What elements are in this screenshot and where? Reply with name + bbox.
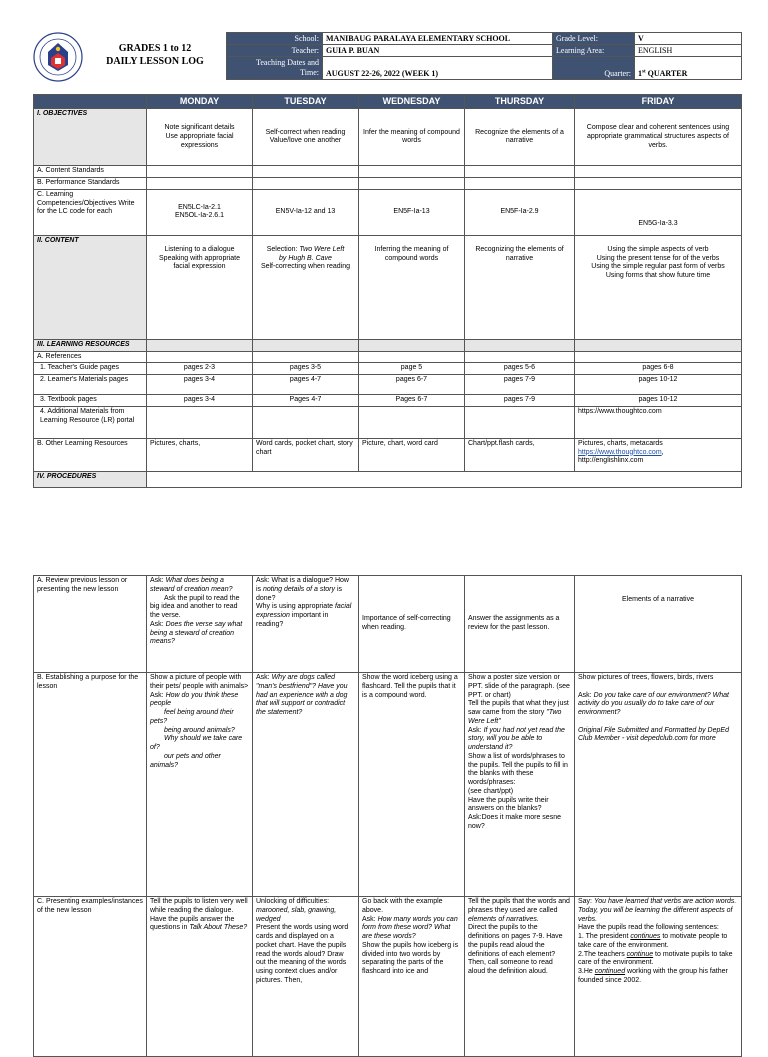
teachers-guide-thu: pages 5-6 <box>465 363 575 375</box>
day-tuesday: TUESDAY <box>253 95 359 109</box>
procedures-table <box>33 575 742 1057</box>
objectives-tue: Self-correct when reading Value/love one another <box>253 109 359 166</box>
presenting-row <box>34 897 742 1057</box>
performance-standards-row <box>34 178 742 190</box>
purpose-mon-q2: feel being around their pets? <box>150 709 234 725</box>
day-wednesday: WEDNESDAY <box>359 95 465 109</box>
dates-label-line2: Time: <box>300 68 319 77</box>
quarter-text: QUARTER <box>645 69 688 78</box>
purpose-tue-q: Why are dogs called "man's bestfriend"? Have you had an experience with a dog that will support or contradict the statement? <box>256 674 348 716</box>
content-tue-author: by Hugh B. Cave <box>279 254 332 262</box>
presenting-thu <box>465 897 575 1057</box>
review-mon-ask1: Ask: <box>150 577 166 584</box>
review-mon <box>147 576 253 673</box>
competencies-fri: EN5G-Ia-3.3 <box>575 189 742 235</box>
presenting-fri-s3 <box>578 968 738 986</box>
presenting-fri-say: Say: <box>578 898 594 905</box>
purpose-mon-q4: Why should we take care of? <box>150 735 243 751</box>
textbook-fri: pages 10-12 <box>575 395 742 407</box>
content-label: II. CONTENT <box>34 235 147 339</box>
purpose-fri-credit: Original File Submitted and Formatted by DepEd Club Member - visit depedclub.com for more <box>578 726 729 743</box>
review-mon-q1: What does being a steward of creation mean? <box>150 577 233 593</box>
presenting-wed-ask: Ask: <box>362 915 378 923</box>
lesson-plan-table <box>33 94 742 488</box>
s1-a: 1. The president <box>578 933 631 940</box>
s1-b: to motivate people to take care of the environment. <box>578 933 728 949</box>
purpose-thu-ask: Ask: <box>468 726 484 734</box>
learners-materials-tue: pages 4-7 <box>253 375 359 395</box>
day-thursday: THURSDAY <box>465 95 575 109</box>
review-tue <box>253 576 359 673</box>
dates-label <box>227 57 323 80</box>
content-tue-title: Two Were Left <box>299 245 345 253</box>
other-resources-mon: Pictures, charts, <box>147 438 253 471</box>
review-tue-q2: facial expression <box>256 603 352 619</box>
englishlinx-link: http://englishlinx.com <box>578 457 644 465</box>
procedures-row <box>34 471 742 487</box>
objectives-mon: Note significant details Use appropriate facial expressions <box>147 109 253 166</box>
review-row <box>34 576 742 673</box>
purpose-tue <box>253 673 359 897</box>
other-resources-fri-line1: Pictures, charts, metacards <box>578 439 663 447</box>
competencies-row <box>34 189 742 235</box>
teachers-guide-row <box>34 363 742 375</box>
teachers-guide-mon: pages 2-3 <box>147 363 253 375</box>
learners-materials-wed: pages 6-7 <box>359 375 465 395</box>
learners-materials-thu: pages 7-9 <box>465 375 575 395</box>
purpose-thu-6: Ask:Does it make more sesne now? <box>468 814 561 830</box>
other-resources-wed: Picture, chart, word card <box>359 438 465 471</box>
purpose-mon <box>147 673 253 897</box>
log-title <box>85 42 225 68</box>
textbook-row <box>34 395 742 407</box>
purpose-mon-q3: being around animals? <box>164 726 235 734</box>
purpose-mon-q1: How do you think these people <box>150 691 239 708</box>
references-row <box>34 351 742 363</box>
other-resources-tue: Word cards, pocket chart, story chart <box>253 438 359 471</box>
learners-materials-label: 2. Learner's Materials pages <box>34 375 147 395</box>
competencies-wed: EN5F-Ia-13 <box>359 189 465 235</box>
review-mon-mid: Ask the pupil to read the big idea and another to read the verse. <box>150 594 240 619</box>
review-mon-ask2: Ask: <box>150 620 166 628</box>
purpose-thu-5: Have the pupils write their answers on the blanks? <box>468 796 549 813</box>
presenting-thu-2: Direct the pupils to the definitions on pages 7-9. Have the pupils read aloud the definitions of each element? Then, call someone to read aloud the definition aloud. <box>468 924 563 975</box>
purpose-mon-1: Show a picture of people with their pets/ people with animals> <box>150 674 249 690</box>
teachers-guide-tue: pages 3-5 <box>253 363 359 375</box>
quarter-sup: st <box>642 69 646 75</box>
objectives-fri: Compose clear and coherent sentences using appropriate grammatical structures aspects of verbs. <box>575 109 742 166</box>
review-mon-q2: Does the verse say what being a steward of creation means? <box>150 620 243 646</box>
content-fri: Using the simple aspects of verb Using the present tense for of the verbs Using the simple regular past form of verbs Using forms that show future time <box>575 235 742 339</box>
day-header-blank <box>34 95 147 109</box>
presenting-fri-2: Have the pupils read the following sentences: <box>578 924 719 932</box>
teachers-guide-label: 1. Teacher's Guide pages <box>34 363 147 375</box>
resources-label: III. LEARNING RESOURCES <box>34 339 147 351</box>
presenting-mon <box>147 897 253 1057</box>
content-row <box>34 235 742 339</box>
day-monday: MONDAY <box>147 95 253 109</box>
purpose-row <box>34 673 742 897</box>
presenting-fri-s1 <box>578 933 738 951</box>
presenting-fri-s2 <box>578 951 738 969</box>
content-mon: Listening to a dialogue Speaking with appropriate facial expression <box>147 235 253 339</box>
purpose-thu-story: "Two Were Left" <box>468 709 562 725</box>
day-friday: FRIDAY <box>575 95 742 109</box>
competencies-thu: EN5F-Ia-2.9 <box>465 189 575 235</box>
s2-b: to motivate pupils to take care of the environment. <box>578 950 733 967</box>
teacher-label: Teacher: <box>227 45 323 57</box>
other-resources-fri <box>575 438 742 471</box>
grade-label: Grade Level: <box>553 33 635 45</box>
textbook-tue: Pages 4-7 <box>253 395 359 407</box>
presenting-label: C. Presenting examples/instances of the new lesson <box>34 897 147 1057</box>
content-standards-label: A. Content Standards <box>34 166 147 178</box>
learners-materials-mon: pages 3-4 <box>147 375 253 395</box>
presenting-fri-q: You have learned that verbs are action words. Today, you will be learning the different aspects of verbs. <box>578 898 737 923</box>
purpose-thu-4: (see chart/ppt) <box>468 787 514 795</box>
purpose-mon-q5: our pets and other animals? <box>150 752 221 769</box>
references-label: A. References <box>34 351 147 363</box>
objectives-wed: Infer the meaning of compound words <box>359 109 465 166</box>
day-header-row <box>34 95 742 109</box>
review-fri: Elements of a narrative <box>575 576 742 673</box>
purpose-thu-1: Show a poster size version or PPT. slide of the paragraph. (see PPT. or chart) <box>468 674 570 699</box>
header-info-table <box>226 32 742 80</box>
purpose-thu-q: If you had not yet read the story, will you be able to understand it? <box>468 726 565 751</box>
s3-verb: continued <box>594 968 626 975</box>
purpose-tue-ask: Ask: <box>256 674 272 681</box>
s3-b: working with the group his father founded since 2002. <box>578 968 728 984</box>
dates-value: AUGUST 22-26, 2022 (WEEK 1) <box>323 57 553 80</box>
school-value: MANIBAUG PARALAYA ELEMENTARY SCHOOL <box>323 33 553 45</box>
competencies-tue: EN5V-Ia-12 and 13 <box>253 189 359 235</box>
presenting-wed-q: How many words you can form from these word? What are these words? <box>362 915 458 940</box>
thoughtco-link[interactable]: https://www.thoughtco.com <box>578 448 662 456</box>
purpose-fri-q: Do you take care of our environment? What activity do you usually do to take care of our environment? <box>578 691 729 716</box>
area-label: Learning Area: <box>553 45 635 57</box>
presenting-wed <box>359 897 465 1057</box>
grade-value: V <box>635 33 742 45</box>
purpose-thu-2: Tell the pupils that what they just saw came from the story <box>468 700 569 716</box>
textbook-mon: pages 3-4 <box>147 395 253 407</box>
textbook-label: 3. Textbook pages <box>34 395 147 407</box>
dates-label-line1: Teaching Dates and <box>256 58 319 67</box>
presenting-mon-1: Tell the pupils to listen very well while reading the dialogue. Have the pupils answer the questions in <box>150 898 248 932</box>
deped-seal-logo <box>33 32 83 82</box>
review-thu: Answer the assignments as a review for the past lesson. <box>465 576 575 673</box>
quarter-num: 1 <box>638 69 642 78</box>
review-tue-ask1: Ask: What is a dialogue? How is <box>256 577 349 593</box>
purpose-mon-ask: Ask: <box>150 691 166 699</box>
textbook-thu: pages 7-9 <box>465 395 575 407</box>
objectives-thu: Recognize the elements of a narrative <box>465 109 575 166</box>
purpose-wed: Show the word iceberg using a flashcard. Tell the pupils that it is a compound word. <box>359 673 465 897</box>
purpose-fri-1: Show pictures of trees, flowers, birds, rivers <box>578 674 714 681</box>
review-wed: Importance of self-correcting when reading. <box>359 576 465 673</box>
quarter-label: Quarter: <box>553 57 635 80</box>
presenting-thu-term: elements of narratives. <box>468 915 539 923</box>
competencies-mon: EN5LC-Ia-2.1 EN5OL-Ia-2.6.1 <box>147 189 253 235</box>
teachers-guide-fri: pages 6-8 <box>575 363 742 375</box>
school-label: School: <box>227 33 323 45</box>
objectives-row <box>34 109 742 166</box>
additional-materials-fri: https://www.thoughtco.com <box>575 406 742 438</box>
review-tue-t2: Why is using appropriate <box>256 603 335 611</box>
content-tue <box>253 235 359 339</box>
learners-materials-row <box>34 375 742 395</box>
teacher-value: GUIA P. BUAN <box>323 45 553 57</box>
quarter-value <box>635 57 742 80</box>
learners-materials-fri: pages 10-12 <box>575 375 742 395</box>
presenting-thu-1: Tell the pupils that the words and phrases they used are called <box>468 898 570 914</box>
purpose-thu <box>465 673 575 897</box>
link-comma: , <box>661 448 664 456</box>
purpose-label: B. Establishing a purpose for the lesson <box>34 673 147 897</box>
textbook-wed: Pages 6-7 <box>359 395 465 407</box>
title-daily-lesson-log: DAILY LESSON LOG <box>106 56 204 67</box>
content-tue-post: Self-correcting when reading <box>260 263 351 271</box>
teachers-guide-wed: page 5 <box>359 363 465 375</box>
content-thu: Recognizing the elements of narrative <box>465 235 575 339</box>
s2-verb: continue <box>626 950 654 958</box>
s1-verb: continues <box>630 933 661 940</box>
other-resources-row <box>34 438 742 471</box>
content-tue-pre: Selection: <box>266 245 300 253</box>
review-tue-t3: important in reading? <box>256 612 329 628</box>
presenting-mon-title: Talk About These? <box>189 924 248 932</box>
purpose-fri-ask: Ask: <box>578 691 594 699</box>
presenting-tue-2: Present the words using word cards and displayed on a pocket chart. Have the pupils read the words aloud? Draw out the meaning of the words using context clues and/or pictures. Then, <box>256 924 349 984</box>
s3-a: 3.He <box>578 968 595 975</box>
content-wed: Inferring the meaning of compound words <box>359 235 465 339</box>
procedures-label: IV. PROCEDURES <box>34 471 147 487</box>
presenting-wed-2: Show the pupils how iceberg is divided into two words by separating the parts of the flashcard into ice and <box>362 941 459 975</box>
presenting-tue-words: marooned, slab, gnawing, wedged <box>256 906 337 923</box>
content-standards-row <box>34 166 742 178</box>
title-grades: GRADES 1 to 12 <box>118 43 192 54</box>
presenting-fri <box>575 897 742 1057</box>
objectives-label: I. OBJECTIVES <box>34 109 147 166</box>
review-tue-q1: noting details of a story <box>263 585 335 593</box>
purpose-fri <box>575 673 742 897</box>
other-resources-thu: Chart/ppt.flash cards, <box>465 438 575 471</box>
resources-row <box>34 339 742 351</box>
lesson-log-header <box>33 32 741 83</box>
purpose-thu-3: Show a list of words/phrases to the pupils. Tell the pupils to fill in the blanks with these words/phrases: <box>468 752 568 786</box>
area-value: ENGLISH <box>635 45 742 57</box>
additional-materials-label: 4. Additional Materials from Learning Resource (LR) portal <box>34 406 147 438</box>
presenting-tue-1: Unlocking of difficulties: <box>256 898 330 905</box>
review-label: A. Review previous lesson or presenting the new lesson <box>34 576 147 673</box>
competencies-label: C. Learning Competencies/Objectives Write for the LC code for each <box>34 189 147 235</box>
review-tue-t1: is done? <box>256 585 342 602</box>
presenting-tue <box>253 897 359 1057</box>
performance-standards-label: B. Performance Standards <box>34 178 147 190</box>
other-resources-label: B. Other Learning Resources <box>34 438 147 471</box>
additional-materials-row <box>34 406 742 438</box>
s2-a: 2.The teachers <box>578 950 627 958</box>
presenting-wed-1: Go back with the example above. <box>362 898 443 914</box>
